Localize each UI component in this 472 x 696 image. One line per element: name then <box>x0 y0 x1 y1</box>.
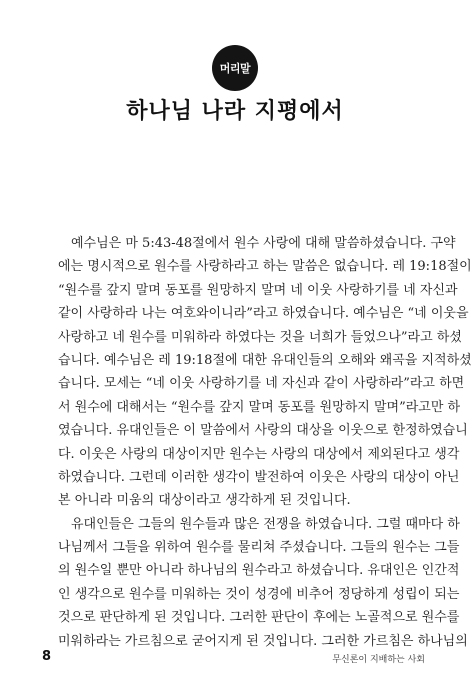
preface-badge: 머리말 <box>212 45 258 91</box>
text-line: 인 생각으로 원수를 미워하는 것이 성경에 비추어 정당하게 성립이 되는 <box>58 586 460 602</box>
page-number: 8 <box>42 649 52 664</box>
text-line: 다. 이웃은 사랑의 대상이지만 원수는 사랑의 대상에서 제외된다고 생각 <box>58 446 460 462</box>
text-line: 하였습니다. 그런데 이러한 생각이 발전하여 이웃은 사랑의 대상이 아닌 <box>58 469 460 485</box>
text-line: 것으로 판단하게 된 것입니다. 그러한 판단이 후에는 노골적으로 원수를 <box>58 610 460 626</box>
text-line: 사랑하고 네 원수를 미워하라 하였다는 것을 너희가 들었으나”라고 하셨 <box>58 329 462 345</box>
text-line: 본 아니라 미움의 대상이라고 생각하게 된 것입니다. <box>58 493 351 509</box>
text-line: “원수를 갚지 말며 동포를 원망하지 말며 네 이웃 사랑하기를 네 자신과 <box>58 282 458 298</box>
text-line: 에는 명시적으로 원수를 사랑하라고 하는 말씀은 없습니다. 레 19:18절이 <box>58 259 472 275</box>
text-line: 미워하라는 가르침으로 굳어지게 된 것입니다. 그러한 가르침은 하나님의 <box>58 633 468 649</box>
text-line: 예수님은 마 5:43-48절에서 원수 사랑에 대해 말씀하셨습니다. 구약 <box>71 236 456 251</box>
text-line: 습니다. 예수님은 레 19:18절에 대한 유대인들의 오해와 왜곡을 지적하셨 <box>58 352 472 368</box>
text-line: 서 원수에 대해서는 “원수를 갚지 말며 동포를 원망하지 말며”라고만 하 <box>58 399 461 415</box>
text-line: 유대인들은 그들의 원수들과 많은 전쟁을 하였습니다. 그럴 때마다 하 <box>71 516 460 532</box>
text-line: 의 원수일 뿐만 아니라 하나님의 원수라고 하셨습니다. 유대인은 인간적 <box>58 563 460 579</box>
running-title: 무신론이 지배하는 사회 <box>332 655 425 665</box>
body-text <box>58 232 472 653</box>
page-title: 하나님 나라 지평에서 <box>126 98 344 124</box>
text-line: 습니다. 모세는 “네 이웃 사랑하기를 네 자신과 같이 사랑하라”라고 하면 <box>58 376 465 392</box>
text-line: 였습니다. 유대인들은 이 말씀에서 사랑의 대상을 이웃으로 한정하였습니 <box>58 423 468 439</box>
text-line: 같이 사랑하라 나는 여호와이니라”라고 하였습니다. 예수님은 “네 이웃을 <box>58 306 469 322</box>
text-line: 나님께서 그들을 위하여 원수를 물리쳐 주셨습니다. 그들의 원수는 그들 <box>58 540 460 556</box>
